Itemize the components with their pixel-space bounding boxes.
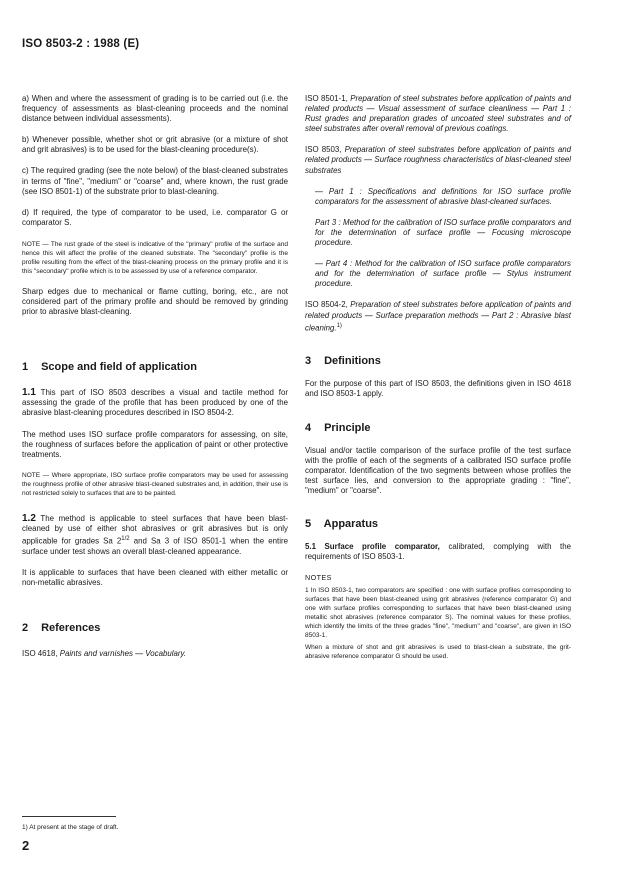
page-number: 2 bbox=[22, 838, 30, 853]
list-item-c: c) The required grading (see the note below) of the blast-cleaned substrates in terms of "fine", "medium" or "coarse" and, where known, the rust grade (see ISO 8501-1) of the substrate prior to blast-cleaning. bbox=[22, 166, 288, 196]
clause-number: 1.2 bbox=[22, 512, 36, 524]
left-column bbox=[22, 94, 288, 659]
fraction: 1/2 bbox=[121, 535, 130, 542]
heading-number: 5 bbox=[305, 517, 312, 530]
heading-scope bbox=[22, 361, 288, 374]
note-comparators: NOTE — Where appropriate, ISO surface profile comparators may be used for assessing the roughness profile of other abrasive blast-cleaned substrates and, in addition, their use is not restricted solely to surfaces that are to be painted. bbox=[22, 471, 288, 497]
heading-number: 1 bbox=[22, 361, 29, 374]
reference-title: Preparation of steel substrates before application of paints and related products — Surface roughness characteristics of blast-cleaned steel substrates bbox=[305, 145, 571, 175]
heading-text: Definitions bbox=[324, 355, 381, 368]
clause-text-a: The method is applicable to steel surfaces that have been blast-cleaned by use of either shot abrasives or grit abrasives but is only applicable for grades Sa 2 bbox=[22, 513, 288, 546]
heading-principle bbox=[305, 422, 571, 435]
reference-iso-4618 bbox=[22, 649, 288, 659]
reference-title: Preparation of steel substrates before application of paints and related products — Surface preparation methods — Part 2 : Abrasive blast cleaning. bbox=[305, 300, 571, 333]
note-comparator-types: 1 In ISO 8503-1, two comparators are specified : one with surface profiles corresponding to surfaces that have been blast-cleaned using grit abrasives (reference comparator G) and one with surface profiles corresponding to surfaces that have been blast-cleaned using metallic shot abrasives (reference comparator S). The nominal values for these profiles, which identify the limits of the three grades "fine", "medium" and "coarse", are given in ISO 8503-1. bbox=[305, 587, 571, 640]
heading-text: Apparatus bbox=[323, 517, 379, 530]
reference-iso-8504-2 bbox=[305, 300, 571, 333]
note-mixed-abrasives: When a mixture of shot and grit abrasives is used to blast-clean a substrate, the grit-abrasive reference comparator G should be used. bbox=[305, 644, 571, 661]
heading-apparatus bbox=[305, 518, 571, 531]
reference-code: ISO 4618, bbox=[22, 648, 58, 658]
heading-text: Scope and field of application bbox=[41, 361, 197, 374]
reference-part-3: Part 3 : Method for the calibration of ISO surface profile comparators and for the determination of surface profile — Focusing microscope procedure. bbox=[315, 217, 571, 248]
paragraph-principle: Visual and/or tactile comparison of the surface profile of the test surface with the profile of each of the segments of a calibrated ISO surface profile comparator. Identification of the two segments between whose profiles the test surface lies, and conversion to the appropriate grading : "fine", "medium" or "coarse". bbox=[305, 445, 571, 495]
footnote-marker: 1) bbox=[336, 322, 342, 329]
heading-definitions bbox=[305, 355, 571, 368]
paragraph-abrasives: It is applicable to surfaces that have been cleaned with either metallic or non-metallic abrasives. bbox=[22, 567, 288, 587]
reference-iso-8503 bbox=[305, 145, 571, 175]
paragraph-method: The method uses ISO surface profile comparators for assessing, on site, the roughness of surfaces before the application of paint or other protective treatments. bbox=[22, 429, 288, 459]
heading-number: 2 bbox=[22, 621, 29, 634]
clause-text: calibrated, complying with the requirements of ISO 8503-1. bbox=[305, 541, 572, 562]
reference-title: Preparation of steel substrates before application of paints and related products — Visual assessment of surface cleanliness — Part 1 : Rust grades and preparation grades of uncoated steel substrates and of steel substrates after overall removal of previous coatings. bbox=[305, 94, 571, 134]
heading-text: References bbox=[41, 621, 101, 634]
clause-number: 1.1 bbox=[22, 387, 36, 399]
notes-heading: NOTES bbox=[305, 573, 332, 583]
reference-code: ISO 8504-2, bbox=[305, 300, 348, 310]
clause-number: 5.1 bbox=[305, 541, 316, 551]
heading-references bbox=[22, 622, 288, 635]
running-header: ISO 8503-2 : 1988 (E) bbox=[22, 38, 140, 50]
heading-number: 4 bbox=[305, 421, 312, 434]
paragraph-definitions: For the purpose of this part of ISO 8503, the definitions given in ISO 4618 and ISO 8503-1 apply. bbox=[305, 379, 571, 399]
list-item-a: a) When and where the assessment of grading is to be carried out (i.e. the frequency of assessments as blast-cleaning proceeds and the nominal distance between individual assessments). bbox=[22, 94, 288, 124]
right-column bbox=[305, 94, 571, 661]
heading-text: Principle bbox=[324, 421, 371, 434]
reference-code: ISO 8501-1, bbox=[305, 94, 348, 103]
clause-1-1 bbox=[22, 388, 288, 418]
reference-code: ISO 8503, bbox=[305, 145, 342, 155]
reference-title: Paints and varnishes — Vocabulary. bbox=[59, 648, 187, 658]
list-item-d: d) If required, the type of comparator to be used, i.e. comparator G or comparator S. bbox=[22, 207, 288, 227]
clause-text-b: and Sa 3 of ISO 8501-1 when the entire surface under test shows an overall blast-cleaned appearance. bbox=[22, 536, 289, 556]
heading-number: 3 bbox=[305, 355, 312, 368]
reference-iso-8501-1 bbox=[305, 94, 571, 134]
note-rust-grade: NOTE — The rust grade of the steel is indicative of the "primary" profile of the surface and hence this will affect the profile of the cleaned substrate. The "secondary" profile is the profile resulting from the effect of the blast-cleaning process on the primary profile and it is this "secondary" profile which is to be assessed by use of a reference comparator. bbox=[22, 240, 288, 275]
paragraph-sharp-edges: Sharp edges due to mechanical or flame cutting, boring, etc., are not considered part of the primary profile and should be removed by grinding prior to abrasive blast-cleaning. bbox=[22, 286, 288, 317]
clause-5-1 bbox=[305, 542, 571, 562]
reference-part-1: — Part 1 : Specifications and definitions for ISO surface profile comparators for the assessment of abrasive blast-cleaned surfaces. bbox=[315, 186, 571, 206]
footnote: 1) At present at the stage of draft. bbox=[22, 824, 119, 831]
footnote-divider bbox=[22, 816, 116, 817]
clause-1-2 bbox=[22, 514, 288, 557]
clause-term: Surface profile comparator, bbox=[324, 541, 440, 551]
list-item-b: b) Whenever possible, whether shot or grit abrasive (or a mixture of shot and grit abrasives) is to be used for the blast-cleaning procedure(s). bbox=[22, 135, 288, 155]
reference-part-4: — Part 4 : Method for the calibration of ISO surface profile comparators and for the determination of surface profile — Stylus instrument procedure. bbox=[315, 259, 571, 289]
clause-text: This part of ISO 8503 describes a visual and tactile method for assessing the grade of the profile that has been produced by one of the abrasive blast-cleaning procedures described in ISO 8504-2. bbox=[22, 388, 288, 418]
